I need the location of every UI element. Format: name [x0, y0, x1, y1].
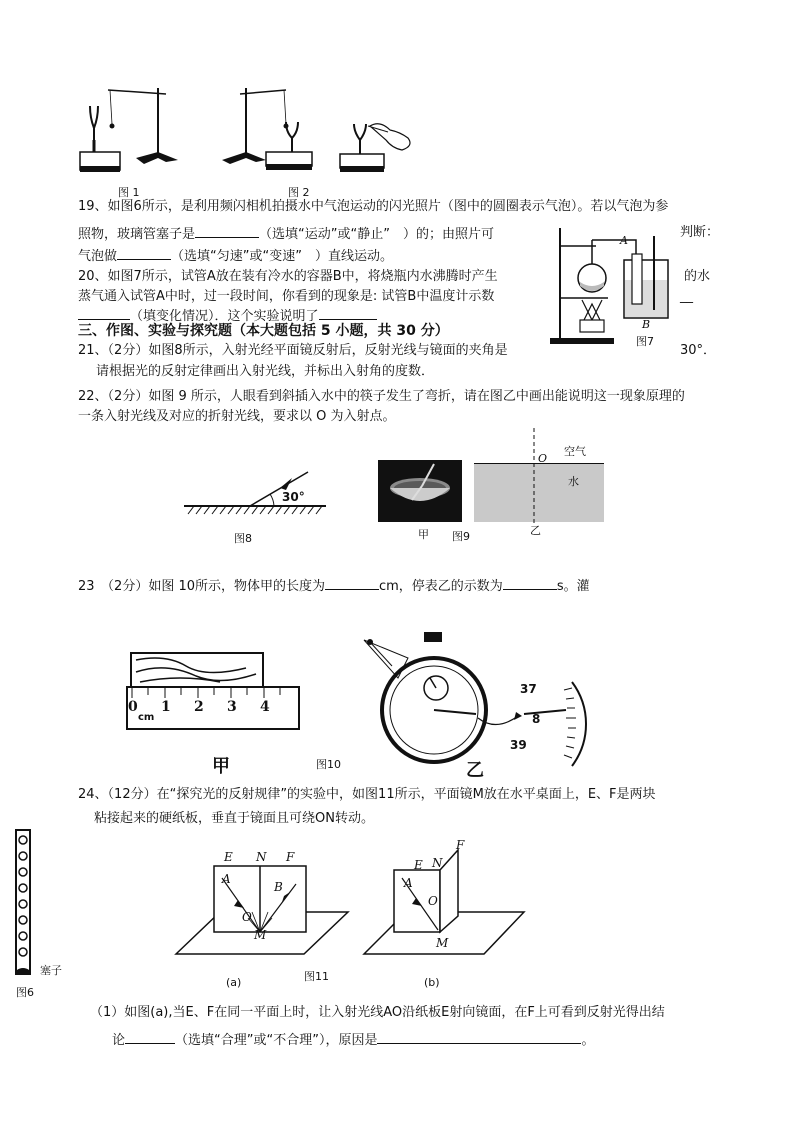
q19-line1: 19、如图6所示，是利用频闪相机拍摄水中气泡运动的闪光照片（图中的圆圈表示气泡）。若以气泡为参 [78, 199, 669, 214]
fig11b-label-M: M [436, 936, 449, 950]
figure-10-jia: 甲 [212, 756, 230, 777]
figure-9-caption: 图9 [452, 530, 470, 543]
q21-line1: 21、（2分）如图8所示，入射光经平面镜反射后，反射光线与镜面的夹角是 [78, 343, 508, 358]
figure-7-caption: 图7 [636, 335, 654, 348]
q19-line2-end: 判断： [680, 225, 720, 240]
fig11a-label-E: E [224, 850, 233, 864]
q24-sub1-line1: （1）如图(a),当E、F在同一平面上时，让入射光线AO沿纸板E射向镜面，在F上可看到反射光得出结 [90, 1005, 665, 1020]
figure-9-yi: 乙 [530, 524, 541, 537]
fig11a-label-A: A [222, 872, 231, 886]
q24-line1: 24、（12分）在“探究光的反射规律”的实验中，如图11所示，平面镜M放在水平桌面上，E、F是两块 [78, 787, 656, 802]
figure-10-ruler-ticks [128, 688, 296, 700]
ruler-tick-3: 3 [227, 699, 237, 715]
q20-line2: 蒸气通入试管A中时，过一段时间，你看到的现象是: 试管B中温度计示数 [78, 289, 495, 304]
q23-blank-time[interactable] [503, 576, 557, 590]
ruler-tick-0: 0 [128, 699, 138, 715]
figure-9-air-label: 空气 [564, 445, 586, 458]
fig11a-label-N: N [256, 850, 267, 864]
stopwatch-dial-39: 39 [510, 738, 527, 752]
fig11b-label-A: A [404, 876, 413, 890]
figure-6-tube [12, 830, 36, 980]
q22-line1: 22、（2分）如图 9 所示，人眼看到斜插入水中的筷子发生了弯折，请在图乙中画出能说明这一现象原理的 [78, 389, 685, 404]
q21-line1-end: 30°． [680, 343, 717, 358]
figure-9-photo [378, 460, 462, 522]
section-3-title: 三、作图、实验与探究题（本大题包括 5 小题，共 30 分） [78, 323, 449, 339]
q20-line3: （填变化情况）．这个实验说明了 [78, 306, 377, 326]
figure-1-2-drawing [70, 80, 440, 180]
figure-9-jia: 甲 [418, 528, 429, 541]
q19-line2: 照物，玻璃管塞子是 （选填“运动”或“静止” ）的；由照片可 [78, 224, 494, 244]
figure-11-b-label: (b) [424, 976, 440, 989]
figure-9-water-label: 水 [568, 475, 579, 488]
figure-1-caption: 图 1 [118, 186, 140, 199]
figure-10-yi: 乙 [466, 760, 484, 781]
ruler-unit: cm [138, 712, 155, 723]
q23-line: 23 （2分）如图 10所示，物体甲的长度为 cm，停表乙的示数为 s。灌 [78, 576, 590, 596]
figure-10-object [130, 652, 270, 688]
q23-blank-length[interactable] [325, 576, 379, 590]
figure-7-label-B: B [642, 318, 651, 331]
q22-line2: 一条入射光线及对应的折射光线，要求以 O 为入射点。 [78, 409, 396, 424]
fig11b-label-F: F [456, 838, 465, 852]
figure-7-drawing [546, 224, 676, 346]
q21-line2: 请根据光的反射定律画出入射光线，并标出入射角的度数． [96, 364, 435, 379]
fig11a-label-F: F [286, 850, 295, 864]
figure-11-caption: 图11 [304, 970, 329, 983]
fig11b-label-E: E [414, 858, 423, 872]
figure-8-angle: 30° [282, 490, 305, 504]
ruler-tick-2: 2 [194, 699, 204, 715]
ruler-tick-4: 4 [260, 699, 270, 715]
fig11a-label-B: B [274, 880, 283, 894]
q19-blank2[interactable] [117, 246, 171, 260]
figure-8-drawing [180, 466, 330, 526]
figure-2-caption: 图 2 [288, 186, 310, 199]
fig11b-label-N: N [432, 856, 443, 870]
q19-blank1[interactable] [195, 224, 259, 238]
fig11b-label-O: O [428, 894, 438, 908]
q20-line2-end: __ [680, 289, 693, 304]
figure-7-label-A: A [620, 234, 628, 247]
q24-blank-reason[interactable] [377, 1030, 581, 1044]
q24-sub1-line2: 论 （选填“合理”或“不合理”），原因是 。 [112, 1030, 594, 1050]
figure-9-normal-line [530, 428, 540, 524]
q20-blank2[interactable] [319, 306, 377, 320]
stopwatch-dial-37: 37 [520, 682, 537, 696]
q20-line1-end: 的水 [684, 269, 711, 284]
figure-9-point-O: O [538, 452, 548, 465]
ruler-tick-1: 1 [161, 699, 171, 715]
stopwatch-dial-8: 8 [532, 712, 541, 726]
figure-11-a [172, 852, 352, 960]
figure-6-stopper-label: 塞子 [40, 964, 62, 977]
q24-blank-reasonable[interactable] [125, 1030, 175, 1044]
figure-6-caption: 图6 [16, 986, 34, 999]
q20-line1: 20、如图7所示，试管A放在装有冷水的容器B中，将烧瓶内水沸腾时产生 [78, 269, 498, 284]
figure-8-caption: 图8 [234, 532, 252, 545]
figure-10-stopwatch [360, 628, 590, 768]
q19-line3: 气泡做 （选填“匀速”或“变速” ）直线运动。 [78, 246, 393, 266]
q20-blank1[interactable] [78, 306, 130, 320]
fig11a-label-M: M [254, 928, 267, 942]
figure-10-caption: 图10 [316, 758, 341, 771]
figure-11-a-label: (a) [226, 976, 242, 989]
fig11a-label-O: O [242, 910, 252, 924]
q24-line2: 粘接起来的硬纸板，垂直于镜面且可绕ON转动。 [94, 811, 374, 826]
